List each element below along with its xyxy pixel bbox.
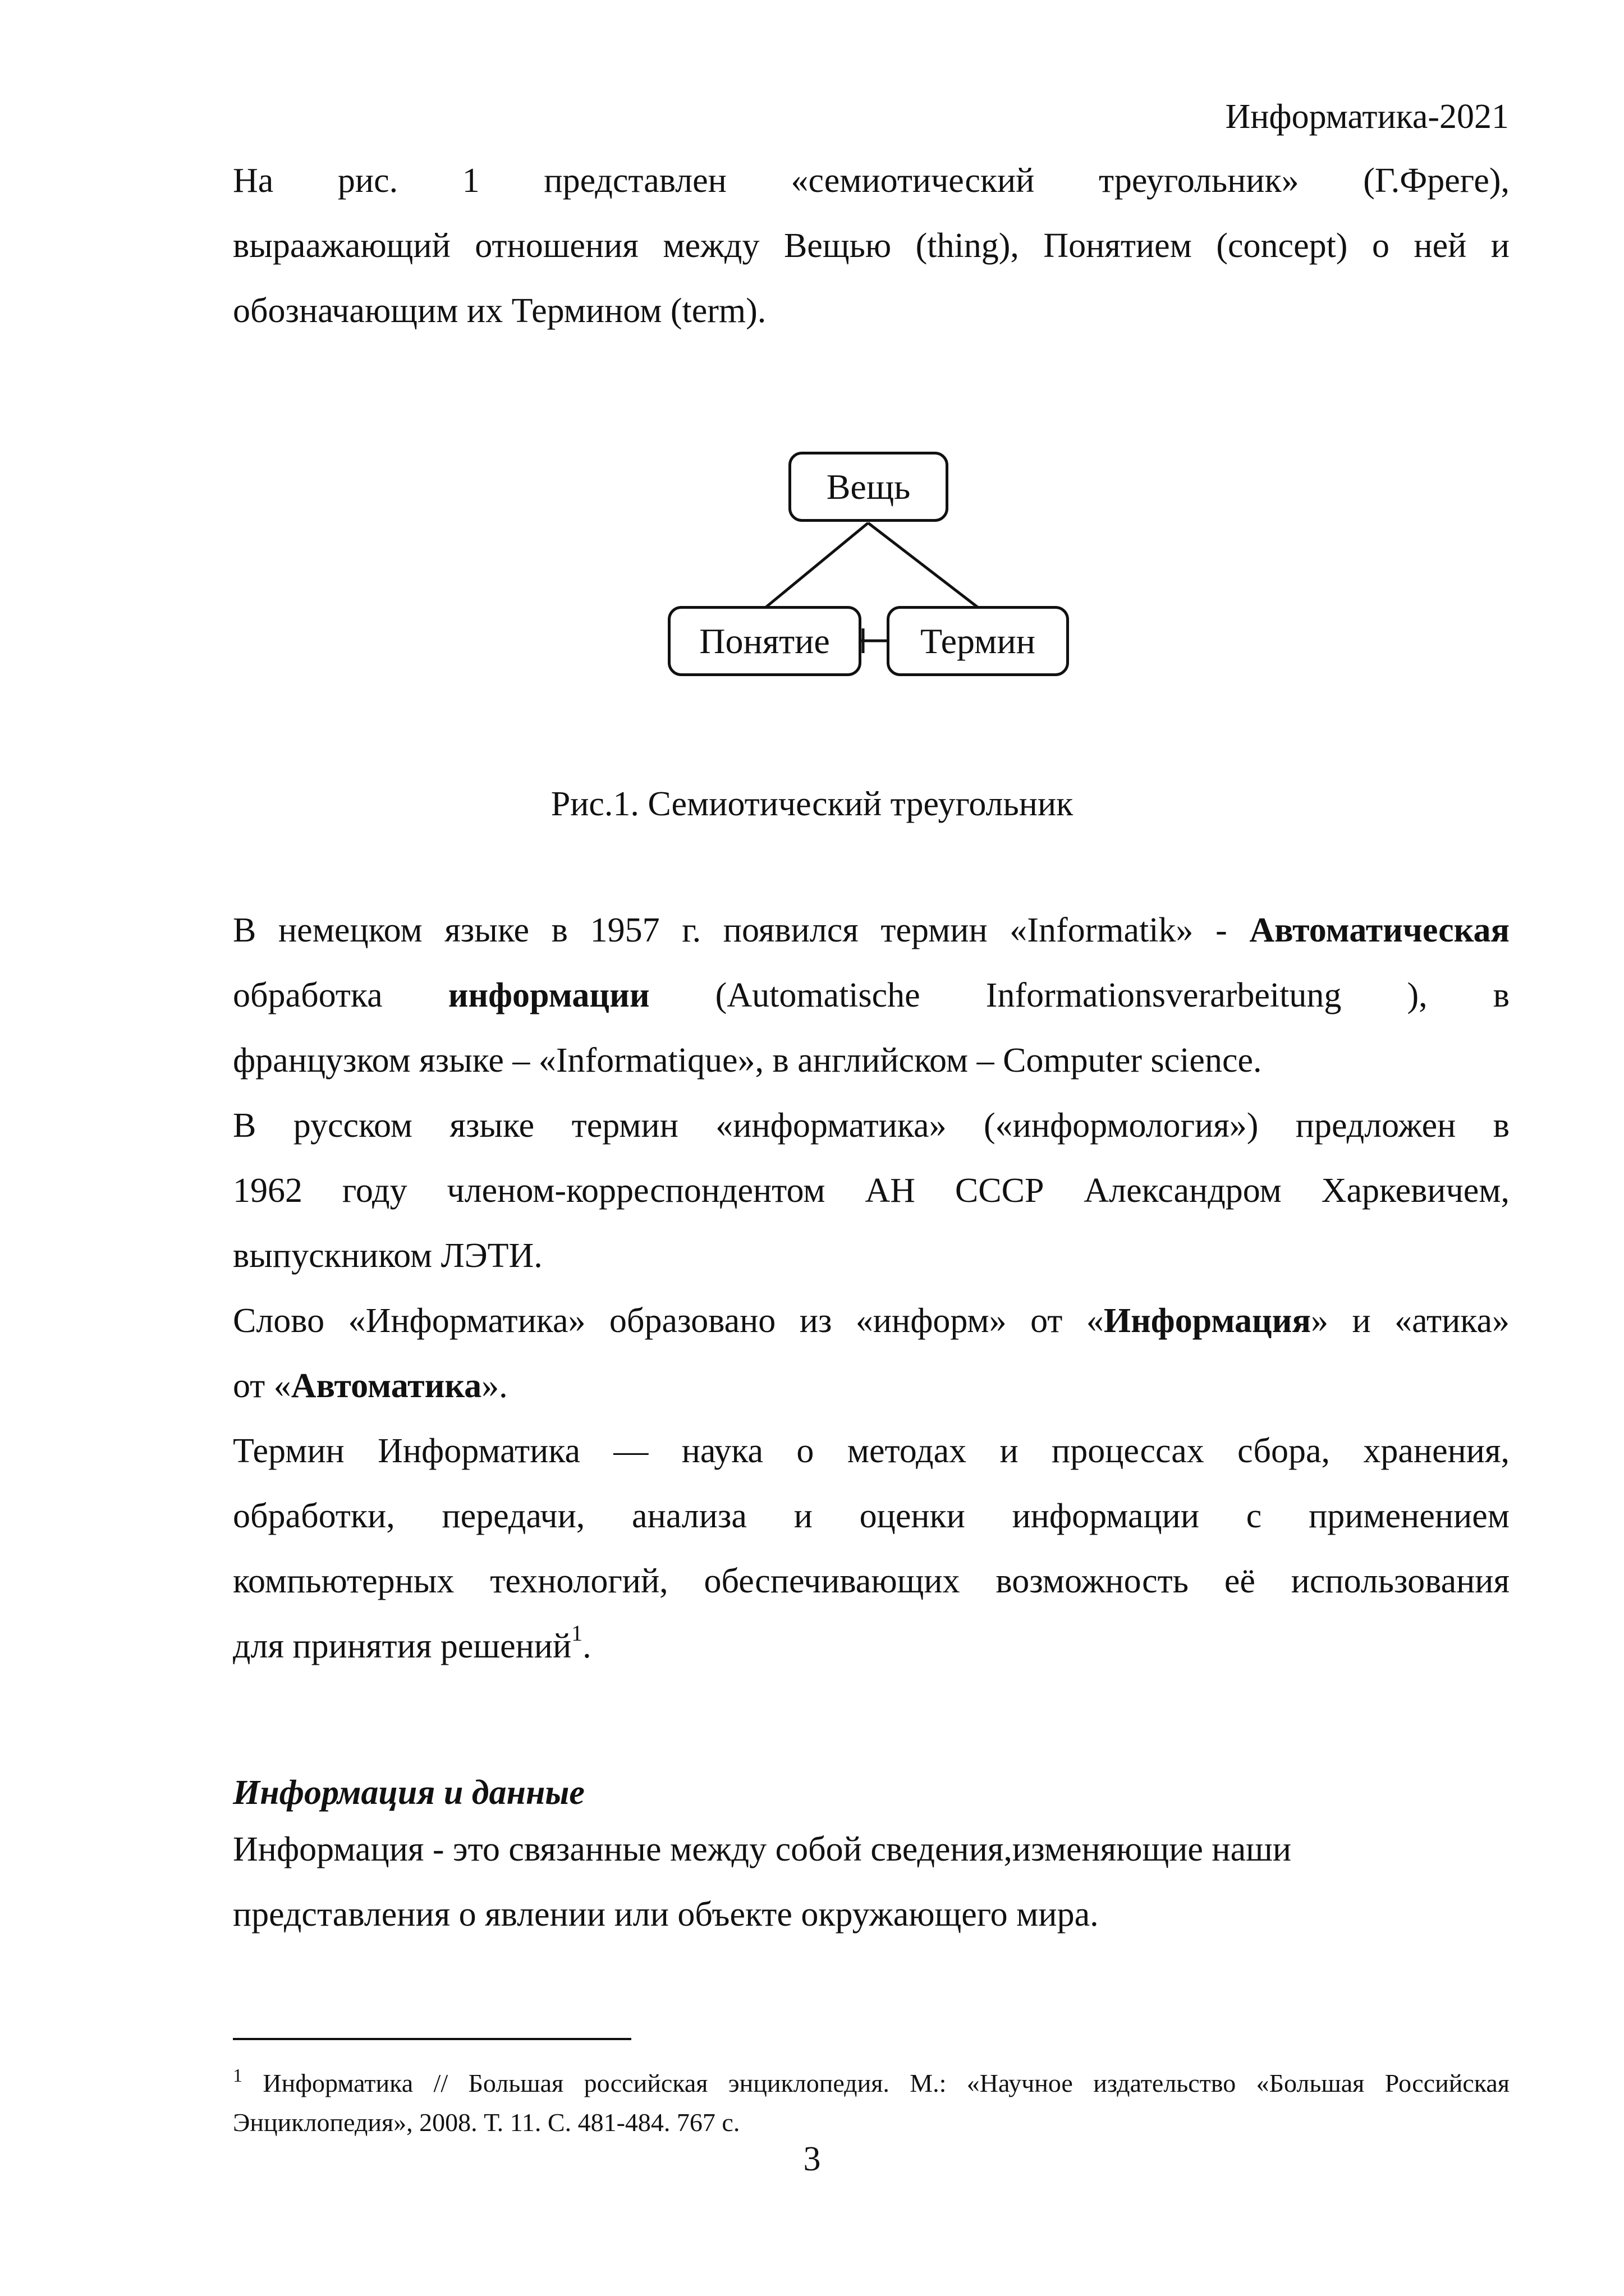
text-line: французком языке – «Informatique», в английском – Computer science.	[233, 1041, 1262, 1080]
text-line: Информация - это связанные между собой сведения,изменяющие наши	[233, 1830, 1292, 1868]
footnote-line	[233, 2056, 1510, 2103]
text-run: обработка	[233, 976, 448, 1014]
text-line: На рис. 1 представлен «семиотический треугольник» (Г.Фреге),	[233, 162, 1510, 200]
connector-thing-term	[868, 523, 978, 607]
text-run: (Automatische Informationsverarbeitung ), в	[649, 976, 1510, 1014]
text-line: обработки, передачи, анализа и оценки информации с применением	[233, 1497, 1510, 1535]
text-line: 1962 году членом-корреспондентом АН СССР Александром Харкевичем,	[233, 1172, 1510, 1210]
running-header: Информатика-2021	[1225, 98, 1509, 136]
page-number: 3	[803, 2140, 821, 2178]
connector-thing-concept	[766, 523, 868, 607]
text-run: для принятия решений	[233, 1627, 572, 1665]
text-line: В русском языке термин «информатика» («информология») предложен в	[233, 1106, 1510, 1145]
text-run: Слово «Информатика» образовано из «информ» от «	[233, 1302, 1104, 1340]
footnote-reference[interactable]: 1	[571, 1620, 583, 1646]
footnote-line: Энциклопедия», 2008. Т. 11. С. 481-484. 767 с.	[233, 2108, 740, 2137]
text-run: Информатика // Большая российская энциклопедия. М.: «Научное издательство «Большая Российская	[263, 2069, 1510, 2097]
text-line	[233, 963, 1510, 1028]
text-line	[233, 1288, 1510, 1353]
text-run: ».	[481, 1367, 508, 1405]
section-heading: Информация и данные	[233, 1774, 585, 1812]
text-line: выпускником ЛЭТИ.	[233, 1237, 543, 1275]
bold-term: Автоматическая	[1249, 911, 1510, 949]
text-run: В немецком языке в 1957 г. появился термин «Informatik» -	[233, 911, 1250, 949]
body-paragraphs	[233, 898, 1510, 1679]
text-line: обозначающим их Термином (term).	[233, 292, 767, 330]
text-line	[233, 1614, 1510, 1679]
footnote-mark: 1	[233, 2065, 242, 2086]
figure-caption: Рис.1. Семиотический треугольник	[550, 785, 1074, 823]
text-line	[233, 898, 1510, 963]
intro-paragraph	[233, 148, 1510, 343]
node-term: Термин	[887, 606, 1069, 676]
text-run: » и «атика»	[1311, 1302, 1510, 1340]
text-line: представления о явлении или объекте окружающего мира.	[233, 1895, 1099, 1934]
text-run: от «	[233, 1367, 291, 1405]
text-line: Термин Информатика — наука о методах и процессах сбора, хранения,	[233, 1432, 1510, 1470]
footnote-separator	[233, 2038, 631, 2040]
text-line	[233, 1353, 1510, 1418]
footnote	[233, 2056, 1510, 2142]
node-thing: Вещь	[788, 452, 948, 522]
text-line: компьютерных технологий, обеспечивающих возможность её использования	[233, 1562, 1510, 1600]
section-paragraph	[233, 1817, 1510, 1947]
text-line: выраажающий отношения между Вещью (thing), Понятием (concept) о ней и	[233, 227, 1510, 265]
bold-term: информации	[448, 976, 650, 1014]
bold-term: Информация	[1103, 1302, 1311, 1340]
node-concept: Понятие	[668, 606, 861, 676]
bold-term: Автоматика	[291, 1367, 482, 1405]
text-run: .	[582, 1627, 591, 1665]
